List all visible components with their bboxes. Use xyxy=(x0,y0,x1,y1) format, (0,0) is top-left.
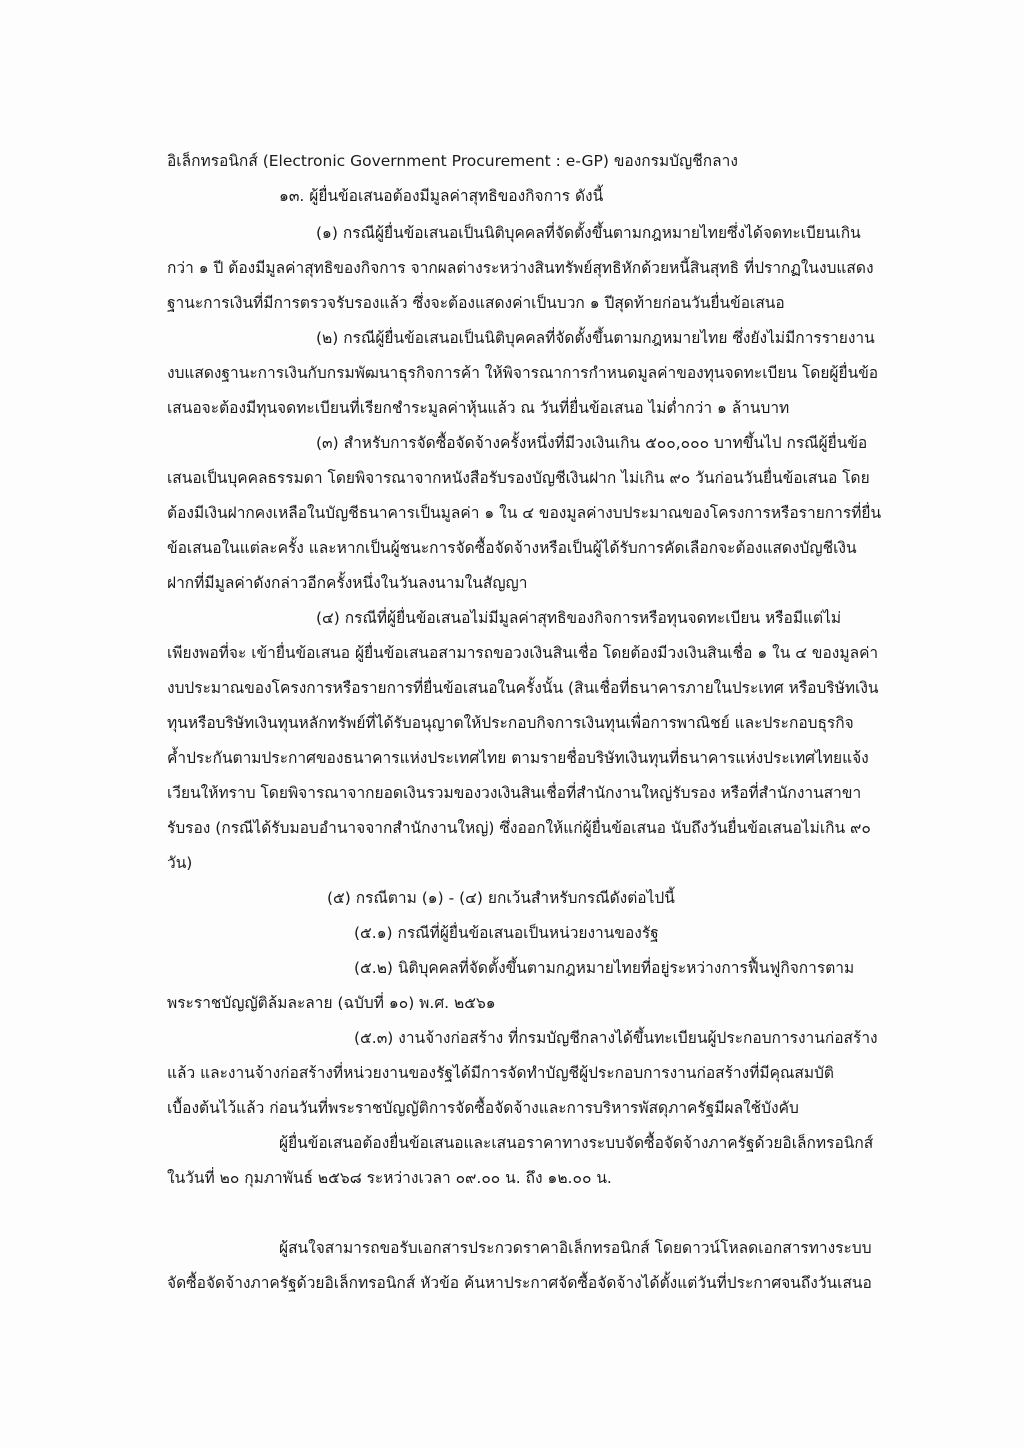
clause-5-2-line-2: พระราชบัญญัติล้มละลาย (ฉบับที่ ๑๐) พ.ศ. ๒๕๖๑ xyxy=(167,994,496,1012)
clause-4-line-1: (๔) กรณีที่ผู้ยื่นข้อเสนอไม่มีมูลค่าสุทธิของกิจการหรือทุนจดทะเบียน หรือมีแต่ไม่ xyxy=(316,609,842,627)
clause-5-3-line-2: แล้ว และงานจ้างก่อสร้างที่หน่วยงานของรัฐได้มีการจัดทำบัญชีผู้ประกอบการงานก่อสร้างที่มีคุณสมบัติ xyxy=(167,1064,834,1082)
clause-4-line-7: รับรอง (กรณีได้รับมอบอำนาจจากสำนักงานใหญ่) ซึ่งออกให้แก่ผู้ยื่นข้อเสนอ นับถึงวันยื่นข้อเสนอไม่เกิน ๙๐ xyxy=(167,819,871,837)
clause-3-line-3: ต้องมีเงินฝากคงเหลือในบัญชีธนาคารเป็นมูลค่า ๑ ใน ๔ ของมูลค่างบประมาณของโครงการหรือรายการที่ยื่น xyxy=(167,504,882,522)
clause-2-line-3: เสนอจะต้องมีทุนจดทะเบียนที่เรียกชำระมูลค่าหุ้นแล้ว ณ วันที่ยื่นข้อเสนอ ไม่ต่ำกว่า ๑ ล้านบาท xyxy=(167,399,790,417)
clause-4-line-6: เวียนให้ทราบ โดยพิจารณาจากยอดเงินรวมของวงเงินสินเชื่อที่สำนักงานใหญ่รับรอง หรือที่สำนักงานสาขา xyxy=(167,784,862,802)
clause-5-3-line-3: เบื้องต้นไว้แล้ว ก่อนวันที่พระราชบัญญัติการจัดซื้อจัดจ้างและการบริหารพัสดุภาครัฐมีผลใช้บังคับ xyxy=(167,1099,799,1117)
download-line-2: จัดซื้อจัดจ้างภาครัฐด้วยอิเล็กทรอนิกส์ หัวข้อ ค้นหาประกาศจัดซื้อจัดจ้างได้ตั้งแต่วันที่ประกาศจนถึงวันเสนอ xyxy=(167,1274,872,1292)
clause-5-line-1: (๕) กรณีตาม (๑) - (๔) ยกเว้นสำหรับกรณีดังต่อไปนี้ xyxy=(327,889,675,907)
clause-2-line-2: งบแสดงฐานะการเงินกับกรมพัฒนาธุรกิจการค้า ให้พิจารณาการกำหนดมูลค่าของทุนจดทะเบียน โดยผู้ยื่นข้อ xyxy=(167,364,879,382)
section-13-heading: ๑๓. ผู้ยื่นข้อเสนอต้องมีมูลค่าสุทธิของกิจการ ดังนี้ xyxy=(279,187,604,205)
submission-line-2: ในวันที่ ๒๐ กุมภาพันธ์ ๒๕๖๘ ระหว่างเวลา ๐๙.๐๐ น. ถึง ๑๒.๐๐ น. xyxy=(167,1169,612,1187)
download-line-1: ผู้สนใจสามารถขอรับเอกสารประกวดราคาอิเล็กทรอนิกส์ โดยดาวน์โหลดเอกสารทางระบบ xyxy=(279,1239,872,1257)
clause-5-1-line: (๕.๑) กรณีที่ผู้ยื่นข้อเสนอเป็นหน่วยงานของรัฐ xyxy=(354,924,659,942)
clause-4-line-2: เพียงพอที่จะ เข้ายื่นข้อเสนอ ผู้ยื่นข้อเสนอสามารถขอวงเงินสินเชื่อ โดยต้องมีวงเงินสินเชื่อ ๑ ใน ๔ ของมูลค่า xyxy=(167,644,879,662)
clause-3-line-5: ฝากที่มีมูลค่าดังกล่าวอีกครั้งหนึ่งในวันลงนามในสัญญา xyxy=(167,574,528,592)
clause-5-3-line-1: (๕.๓) งานจ้างก่อสร้าง ที่กรมบัญชีกลางได้ขึ้นทะเบียนผู้ประกอบการงานก่อสร้าง xyxy=(354,1029,878,1047)
clause-5-2-line-1: (๕.๒) นิติบุคคลที่จัดตั้งขึ้นตามกฎหมายไทยที่อยู่ระหว่างการฟื้นฟูกิจการตาม xyxy=(354,959,855,977)
clause-3-line-2: เสนอเป็นบุคคลธรรมดา โดยพิจารณาจากหนังสือรับรองบัญชีเงินฝาก ไม่เกิน ๙๐ วันก่อนวันยื่นข้อเสนอ โดย xyxy=(167,469,870,487)
submission-line-1: ผู้ยื่นข้อเสนอต้องยื่นข้อเสนอและเสนอราคาทางระบบจัดซื้อจัดจ้างภาครัฐด้วยอิเล็กทรอนิกส์ xyxy=(279,1134,874,1152)
clause-4-line-3: งบประมาณของโครงการหรือรายการที่ยื่นข้อเสนอในครั้งนั้น (สินเชื่อที่ธนาคารภายในประเทศ หรือบริษัทเงิน xyxy=(167,679,879,697)
clause-3-line-4: ข้อเสนอในแต่ละครั้ง และหากเป็นผู้ชนะการจัดซื้อจัดจ้างหรือเป็นผู้ได้รับการคัดเลือกจะต้องแสดงบัญชีเงิน xyxy=(167,539,857,557)
clause-3-line-1: (๓) สำหรับการจัดซื้อจัดจ้างครั้งหนึ่งที่มีวงเงินเกิน ๕๐๐,๐๐๐ บาทขึ้นไป กรณีผู้ยื่นข้อ xyxy=(316,434,868,452)
clause-1-line-2: กว่า ๑ ปี ต้องมีมูลค่าสุทธิของกิจการ จากผลต่างระหว่างสินทรัพย์สุทธิหักด้วยหนี้สินสุทธิ ที่ปรากฏในงบแสดง xyxy=(167,259,874,277)
text-line-1: อิเล็กทรอนิกส์ (Electronic Government Procurement : e-GP) ของกรมบัญชีกลาง xyxy=(167,152,738,170)
clause-4-line-5: ค้ำประกันตามประกาศของธนาคารแห่งประเทศไทย ตามรายชื่อบริษัทเงินทุนที่ธนาคารแห่งประเทศไทยแจ้ง xyxy=(167,749,869,767)
clause-1-line-1: (๑) กรณีผู้ยื่นข้อเสนอเป็นนิติบุคคลที่จัดตั้งขึ้นตามกฎหมายไทยซึ่งได้จดทะเบียนเกิน xyxy=(316,224,861,242)
clause-1-line-3: ฐานะการเงินที่มีการตรวจรับรองแล้ว ซึ่งจะต้องแสดงค่าเป็นบวก ๑ ปีสุดท้ายก่อนวันยื่นข้อเสนอ xyxy=(167,294,785,312)
clause-2-line-1: (๒) กรณีผู้ยื่นข้อเสนอเป็นนิติบุคคลที่จัดตั้งขึ้นตามกฎหมายไทย ซึ่งยังไม่มีการรายงาน xyxy=(316,329,875,347)
clause-4-line-4: ทุนหรือบริษัทเงินทุนหลักทรัพย์ที่ได้รับอนุญาตให้ประกอบกิจการเงินทุนเพื่อการพาณิชย์ และประกอบธุรกิจ xyxy=(167,714,854,732)
clause-4-line-8: วัน) xyxy=(167,854,193,872)
